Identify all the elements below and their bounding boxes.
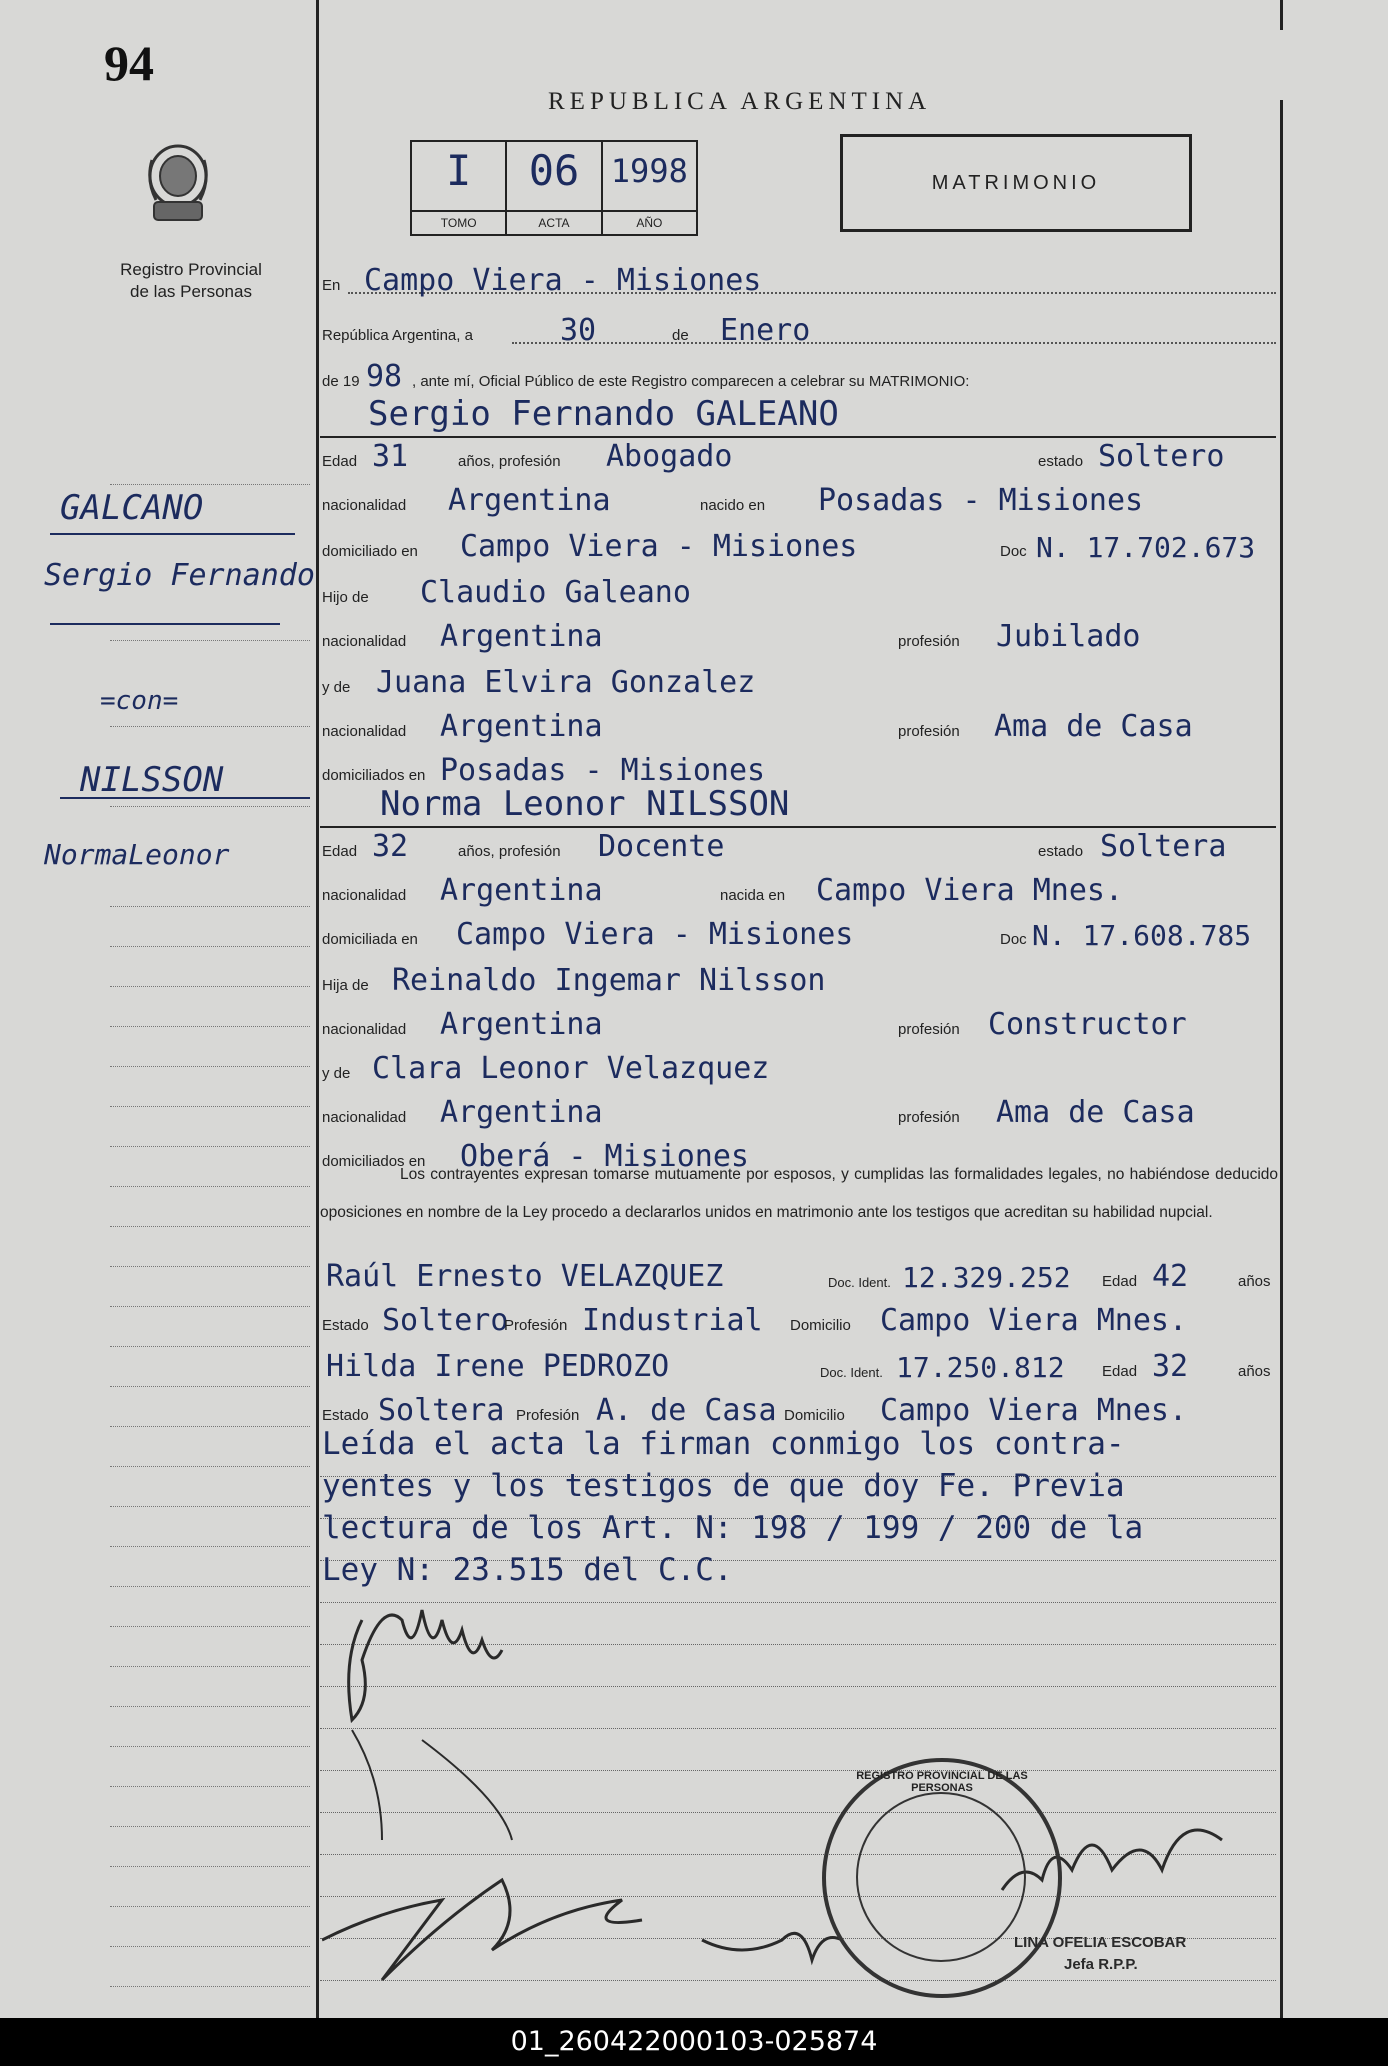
witness2-edad-label: Edad [1102, 1363, 1138, 1380]
declaration-paragraph [320, 1156, 1278, 1232]
label-domiciliada-en: domiciliada en [322, 931, 418, 948]
bride-padres-domicilio: Oberá - Misiones [460, 1139, 749, 1174]
label-estado: estado [1038, 843, 1084, 860]
label-domiciliados-en: domiciliados en [322, 1153, 426, 1170]
row-groom-name [320, 392, 1276, 436]
margin-rule [110, 1946, 310, 1947]
margin-surname-2: NILSSON [80, 760, 224, 800]
registry-label [86, 259, 296, 303]
witness1-prof: Industrial [582, 1303, 763, 1338]
document-type-box: MATRIMONIO [840, 134, 1192, 232]
column-divider [316, 0, 319, 2018]
witness2-prof-label: Profesión [516, 1407, 580, 1424]
margin-rule [110, 1506, 310, 1507]
margin-rule [110, 1346, 310, 1347]
margin-rule [110, 1106, 310, 1107]
margin-rule [110, 1186, 310, 1187]
provincial-seal-icon [146, 140, 210, 240]
label-domiciliado-en: domiciliado en [322, 543, 418, 560]
witness2-estado-label: Estado [322, 1407, 369, 1424]
row-bride-nac [320, 872, 1276, 910]
registry-line1: Registro Provincial [120, 260, 262, 279]
officer-role: Jefa R.P.P. [1064, 1956, 1138, 1973]
label-nacionalidad: nacionalidad [322, 1021, 407, 1038]
margin-rule [110, 1786, 310, 1787]
row-bride-madre-nac [320, 1094, 1276, 1132]
margin-underlines [40, 530, 310, 840]
groom-padre: Claudio Galeano [420, 575, 691, 610]
witness1-doc: 12.329.252 [902, 1261, 1071, 1294]
row-bride-edad [320, 828, 1276, 866]
groom-padres-domicilio: Posadas - Misiones [440, 753, 766, 788]
groom-madre-prof: Ama de Casa [994, 709, 1193, 744]
bride-domicilio: Campo Viera - Misiones [456, 917, 854, 952]
right-border-top [1280, 0, 1283, 30]
label-domiciliados-en: domiciliados en [322, 767, 426, 784]
left-margin-column [0, 0, 318, 2018]
row-groom-madre-nac [320, 708, 1276, 746]
margin-rule [110, 1706, 310, 1707]
label-nacida-en: nacida en [720, 887, 786, 904]
bride-nacionalidad: Argentina [440, 873, 603, 908]
row-witness1 [320, 1258, 1276, 1296]
label-doc: Doc [1000, 543, 1027, 560]
margin-rule [110, 1226, 310, 1227]
groom-profesion: Abogado [606, 439, 733, 474]
witness1-edad-label: Edad [1102, 1273, 1138, 1290]
row-witness2 [320, 1348, 1276, 1386]
margin-surname-1: GALCANO [60, 488, 204, 528]
registry-stamp [822, 1758, 1062, 1998]
margin-rule [110, 1266, 310, 1267]
margin-rule [110, 1546, 310, 1547]
witness1-dom: Campo Viera Mnes. [880, 1303, 1188, 1338]
groom-madre: Juana Elvira Gonzalez [376, 665, 756, 700]
groom-edad: 31 [372, 439, 409, 474]
row-bride-name [320, 780, 1276, 826]
officer-name: LINA OFELIA ESCOBAR [1014, 1934, 1187, 1951]
acta-label: ACTA [507, 210, 600, 234]
bride-edad: 32 [372, 829, 409, 864]
row-groom-padre [320, 574, 1276, 612]
margin-rule [110, 1666, 310, 1667]
margin-rule [110, 1906, 310, 1907]
label-hija-de: Hija de [322, 977, 369, 994]
label-anos-profesion: años, profesión [458, 843, 561, 860]
label-profesion: profesión [898, 723, 960, 740]
bride-padre: Reinaldo Ingemar Nilsson [392, 963, 826, 998]
bride-doc: N. 17.608.785 [1032, 919, 1252, 952]
tomo-value: I [446, 146, 472, 195]
acta-value: 06 [528, 146, 580, 195]
margin-rule [110, 906, 310, 907]
label-y-de: y de [322, 1065, 351, 1082]
scan-id-bar: 01_260422000103-025874 [0, 2018, 1388, 2066]
groom-padre-nac: Argentina [440, 619, 603, 654]
groom-domicilio: Campo Viera - Misiones [460, 529, 858, 564]
witness2-prof: A. de Casa [596, 1393, 777, 1428]
label-republica: República Argentina, a [322, 327, 473, 344]
witness2-anos: años [1238, 1363, 1271, 1380]
bride-madre-nac: Argentina [440, 1095, 603, 1130]
row-groom-dom [320, 528, 1276, 566]
label-ante-mi: , ante mí, Oficial Público de este Registro comparecen a celebrar su MATRIMONIO: [412, 373, 970, 390]
witness2-doc-label: Doc. Ident. [820, 1365, 883, 1380]
row-lugar [320, 262, 1276, 300]
closing-line-2: yentes y los testigos de que doy Fe. Previa [322, 1468, 1125, 1504]
declaration-text: Los contrayentes expresan tomarse mutuamente por esposos, y cumplidas las formalidades legales, no habiéndose deducido oposiciones en nombre de la Ley procedo a declararlos unidos en matrimonio ante los testigos que acreditan su habilidad nupcial. [320, 1166, 1278, 1221]
label-en: En [322, 277, 341, 294]
row-ano [320, 358, 1276, 396]
closing-line-4: Ley N: 23.515 del C.C. [322, 1552, 733, 1588]
acta-reference-box [410, 140, 698, 236]
label-profesion: profesión [898, 633, 960, 650]
label-nacionalidad: nacionalidad [322, 633, 407, 650]
registry-line2: de las Personas [130, 282, 252, 301]
witness2-doc: 17.250.812 [896, 1351, 1065, 1384]
ano-cell [603, 142, 696, 234]
margin-rule [110, 946, 310, 947]
margin-rule [110, 1306, 310, 1307]
label-anos-profesion: años, profesión [458, 453, 561, 470]
row-groom-padre-nac [320, 618, 1276, 656]
margin-rule [110, 1746, 310, 1747]
dotted-line [512, 342, 1276, 344]
bride-estado: Soltera [1100, 829, 1227, 864]
label-nacido-en: nacido en [700, 497, 766, 514]
margin-rule [110, 1866, 310, 1867]
value-mes: Enero [720, 313, 811, 348]
row-bride-padre [320, 962, 1276, 1000]
stamp-inner-ring [856, 1792, 1026, 1962]
ano-value: 1998 [610, 152, 688, 190]
bride-madre-prof: Ama de Casa [996, 1095, 1195, 1130]
page-number: 94 [104, 35, 154, 91]
value-dia: 30 [560, 313, 597, 348]
witness2-dom-label: Domicilio [784, 1407, 845, 1424]
margin-rule [110, 484, 310, 485]
witness2-estado: Soltera [378, 1393, 505, 1428]
label-de19: de 19 [322, 373, 360, 390]
groom-padre-prof: Jubilado [996, 619, 1141, 654]
witness1-anos: años [1238, 1273, 1271, 1290]
groom-name: Sergio Fernando GALEANO [368, 394, 839, 434]
label-de: de [672, 327, 689, 344]
bride-profesion: Docente [598, 829, 725, 864]
witness1-doc-label: Doc. Ident. [828, 1275, 891, 1290]
row-fecha [320, 312, 1276, 350]
bride-madre: Clara Leonor Velazquez [372, 1051, 770, 1086]
margin-rule [110, 640, 310, 641]
witness1-prof-label: Profesión [504, 1317, 568, 1334]
margin-rule [110, 1386, 310, 1387]
label-hijo-de: Hijo de [322, 589, 369, 606]
margin-rule [110, 806, 310, 807]
bride-padre-prof: Constructor [988, 1007, 1187, 1042]
witness1-estado: Soltero [382, 1303, 509, 1338]
value-lugar: Campo Viera - Misiones [364, 263, 762, 298]
margin-rule [110, 1986, 310, 1987]
groom-nacido-en: Posadas - Misiones [818, 483, 1144, 518]
row-bride-dom [320, 916, 1276, 954]
closing-line-1: Leída el acta la firman conmigo los contra- [322, 1426, 1125, 1462]
witness1-edad: 42 [1152, 1259, 1189, 1294]
stamp-ring-text: REGISTRO PROVINCIAL DE LAS PERSONAS [856, 1770, 1028, 1794]
margin-rule [110, 726, 310, 727]
bride-padre-nac: Argentina [440, 1007, 603, 1042]
label-nacionalidad: nacionalidad [322, 1109, 407, 1126]
label-doc: Doc [1000, 931, 1027, 948]
country-title: REPUBLICA ARGENTINA [548, 88, 932, 115]
label-nacionalidad: nacionalidad [322, 497, 407, 514]
label-edad: Edad [322, 843, 358, 860]
margin-name-1: Sergio Fernando [44, 558, 315, 593]
label-nacionalidad: nacionalidad [322, 887, 407, 904]
tomo-cell [412, 142, 507, 234]
label-profesion: profesión [898, 1109, 960, 1126]
witness1-estado-label: Estado [322, 1317, 369, 1334]
row-groom-nac [320, 482, 1276, 520]
margin-rule [110, 1466, 310, 1467]
witness2-edad: 32 [1152, 1349, 1189, 1384]
groom-nacionalidad: Argentina [448, 483, 611, 518]
margin-rule [110, 1146, 310, 1147]
row-groom-edad [320, 438, 1276, 476]
acta-cell [507, 142, 602, 234]
value-ano: 98 [366, 359, 403, 394]
margin-rule [110, 1626, 310, 1627]
margin-rule [110, 1586, 310, 1587]
closing-line-3: lectura de los Art. N: 198 / 199 / 200 de la [322, 1510, 1144, 1546]
groom-estado: Soltero [1098, 439, 1225, 474]
witness1-dom-label: Domicilio [790, 1317, 851, 1334]
bride-nacida-en: Campo Viera Mnes. [816, 873, 1124, 908]
witness2-dom: Campo Viera Mnes. [880, 1393, 1188, 1428]
margin-rule [110, 1426, 310, 1427]
groom-madre-nac: Argentina [440, 709, 603, 744]
margin-rule [110, 1026, 310, 1027]
witness1-name: Raúl Ernesto VELAZQUEZ [326, 1259, 724, 1294]
row-witness2-b [320, 1392, 1276, 1430]
row-groom-madre [320, 664, 1276, 702]
label-estado: estado [1038, 453, 1084, 470]
margin-name-2: NormaLeonor [44, 838, 230, 871]
ano-label: AÑO [603, 210, 696, 234]
witness2-name: Hilda Irene PEDROZO [326, 1349, 670, 1384]
margin-rule [110, 1066, 310, 1067]
margin-con: =con= [100, 686, 179, 716]
label-edad: Edad [322, 453, 358, 470]
margin-rule [110, 1826, 310, 1827]
groom-doc: N. 17.702.673 [1036, 531, 1256, 564]
label-nacionalidad: nacionalidad [322, 723, 407, 740]
tomo-label: TOMO [412, 210, 505, 234]
bride-name: Norma Leonor NILSSON [380, 784, 790, 824]
label-profesion: profesión [898, 1021, 960, 1038]
row-witness1-b [320, 1302, 1276, 1340]
margin-rule [110, 986, 310, 987]
row-bride-padre-nac [320, 1006, 1276, 1044]
row-bride-madre [320, 1050, 1276, 1088]
label-y-de: y de [322, 679, 351, 696]
